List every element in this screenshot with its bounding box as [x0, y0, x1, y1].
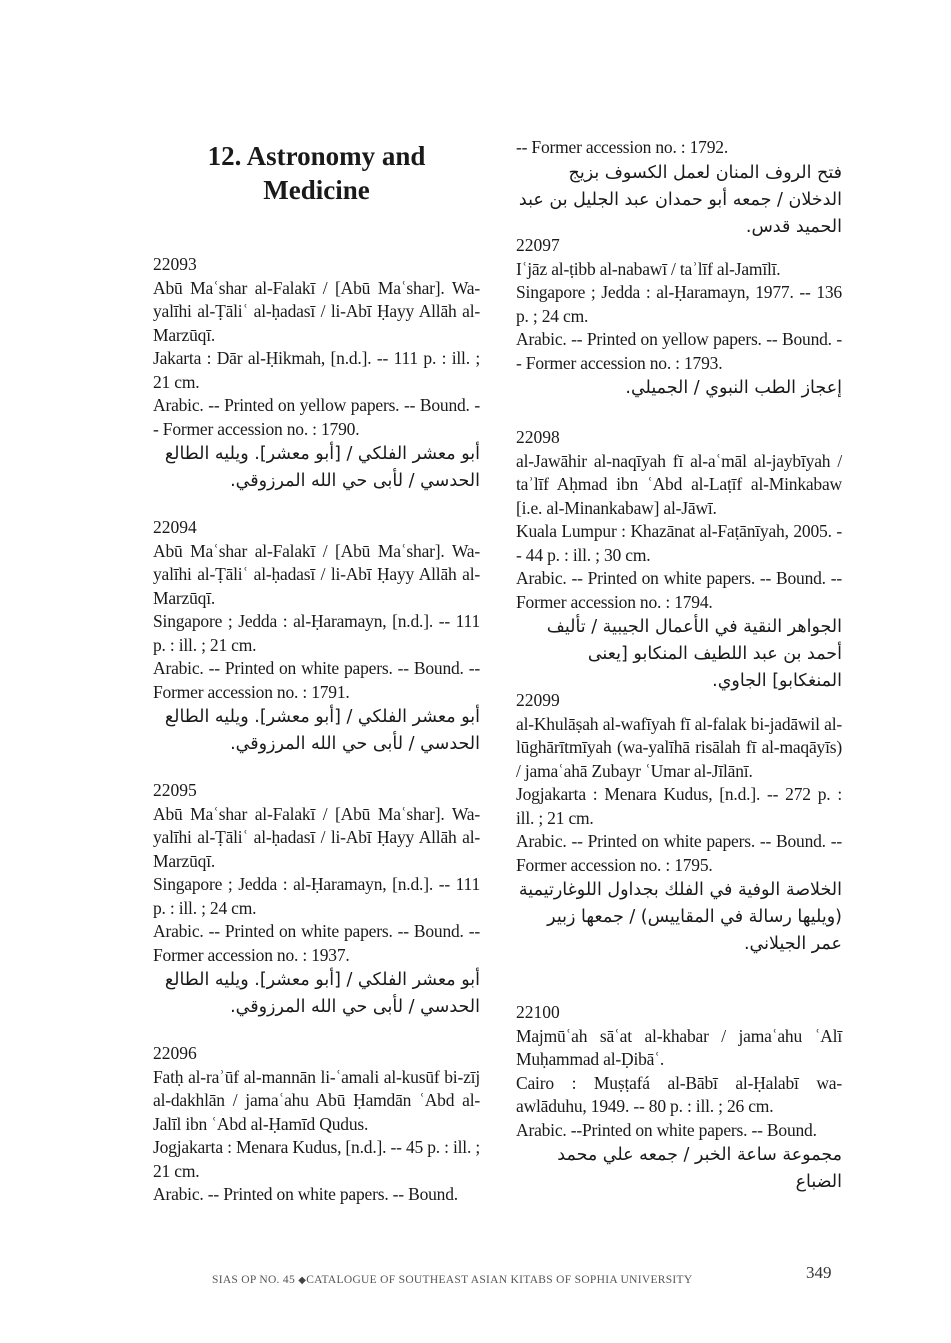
entry-number: 22100: [516, 1002, 560, 1022]
diamond-separator-icon: ◆: [298, 1275, 307, 1286]
continued-entry-22096: [516, 136, 842, 241]
entry-arabic-title: الجواهر النقية في الأعمال الجيبية / تأليف أحمد بن عبد اللطيف المنكابو [يعنى المنغكابو] الجاوي.: [546, 617, 842, 691]
entry-number: 22098: [516, 427, 560, 447]
entry-imprint: Singapore ; Jedda : al-Ḥaramayn, 1977. -- 136 p. ; 24 cm.: [516, 282, 842, 326]
catalog-entry-22094: [153, 516, 480, 758]
entry-imprint: Kuala Lumpur : Khazānat al-Faṭānīyah, 2005. -- 44 p. : ill. ; 30 cm.: [516, 521, 842, 565]
catalog-entry-22096: [153, 1042, 480, 1207]
catalog-entry-22099: [516, 689, 842, 958]
entry-notes-continued: -- Former accession no. : 1792.: [516, 137, 729, 157]
entry-title: Abū Maʿshar al-Falakī / [Abū Maʿshar]. Wa-yalīhi al-Ṭāliʿ al-ḥadasī / li-Abī Ḥayy Allāh al-Marzūqī.: [153, 803, 480, 871]
series-label: SIAS OP NO. 45: [212, 1274, 296, 1286]
entry-title: al-Jawāhir al-naqīyah fī al-aʿmāl al-jaybīyah / taʾlīf Aḥmad ibn ʿAbd al-Laṭīf al-Minkabaw [i.e. al-Minankabaw] al-Jāwī.: [516, 450, 842, 518]
entry-notes: Arabic. -- Printed on white papers. -- Bound. -- Former accession no. : 1794.: [516, 568, 842, 612]
entry-notes: Arabic. -- Printed on white papers. -- Bound. -- Former accession no. : 1937.: [153, 921, 480, 965]
entry-arabic-title: أبو معشر الفلكي / [أبو معشر]. ويليه الطالع الحدسي / لأبى حي الله المرزوقي.: [164, 707, 480, 754]
catalogue-title: CATALOGUE OF SOUTHEAST ASIAN KITABS OF SOPHIA UNIVERSITY: [306, 1274, 693, 1286]
page-number: 349: [806, 1263, 832, 1282]
entry-title: Abū Maʿshar al-Falakī / [Abū Maʿshar]. Wa-yalīhi al-Ṭāliʿ al-ḥadasī / li-Abī Ḥayy Allāh al-Marzūqī.: [153, 540, 480, 608]
entry-title: Majmūʿah sāʿat al-khabar / jamaʿahu ʿAlī Muḥammad al-Ḍibāʿ.: [516, 1025, 842, 1069]
section-heading: 12. Astronomy and Medicine: [207, 141, 426, 205]
running-footer: [212, 1272, 782, 1289]
entry-imprint: Cairo : Muṣṭafá al-Bābī al-Ḥalabī wa-awlāduhu, 1949. -- 80 p. : ill. ; 26 cm.: [516, 1072, 842, 1116]
catalog-entry-22097: [516, 234, 842, 402]
entry-notes: Arabic. -- Printed on white papers. -- Bound. -- Former accession no. : 1791.: [153, 658, 480, 702]
entry-number: 22095: [153, 780, 197, 800]
entry-number: 22093: [153, 254, 197, 274]
catalog-entry-22098: [516, 426, 842, 695]
entry-arabic-title: فتح الروف المنان لعمل الكسوف بزيج الدخلان / جمعه أبو حمدان عبد الجليل بن عبد الحميد قدس.: [518, 162, 842, 237]
entry-title: Abū Maʿshar al-Falakī / [Abū Maʿshar]. Wa-yalīhi al-Ṭāliʿ al-ḥadasī / li-Abī Ḥayy Allāh al-Marzūqī.: [153, 277, 480, 345]
entry-arabic-title: الخلاصة الوفية في الفلك بجداول اللوغارتيمية (ويليها رسالة في المقاييس) / جمعها زبير عمر الجيلاني.: [518, 880, 842, 954]
entry-arabic-title: مجموعة ساعة الخبر / جمعه علي محمد الضباع: [557, 1145, 842, 1192]
entry-arabic-title: أبو معشر الفلكي / [أبو معشر]. ويليه الطالع الحدسي / لأبى حي الله المرزوقي.: [164, 444, 480, 491]
entry-arabic-title: أبو معشر الفلكي / [أبو معشر]. ويليه الطالع الحدسي / لأبى حي الله المرزوقي.: [164, 970, 480, 1017]
entry-notes: Arabic. -- Printed on white papers. -- Bound.: [153, 1184, 458, 1204]
catalog-entry-22100: [516, 1001, 842, 1196]
entry-notes: Arabic. -- Printed on white papers. -- Bound. -- Former accession no. : 1795.: [516, 831, 842, 875]
entry-number: 22099: [516, 690, 560, 710]
entry-number: 22096: [153, 1043, 197, 1063]
entry-title: Iʿjāz al-ṭibb al-nabawī / taʾlīf al-Jamīlī.: [516, 258, 781, 279]
entry-title: Fatḥ al-raʾūf al-mannān li-ʿamali al-kusūf bi-zīj al-dakhlān / jamaʿahu Abū Ḥamdān ʿAbd al-Jalīl ibn ʿAbd al-Ḥamīd Qudus.: [153, 1066, 480, 1134]
entry-imprint: Jogjakarta : Menara Kudus, [n.d.]. -- 272 p. : ill. ; 21 cm.: [516, 784, 842, 828]
entry-notes: Arabic. -- Printed on yellow papers. -- Bound. -- Former accession no. : 1790.: [153, 395, 480, 439]
entry-arabic-title: إعجاز الطب النبوي / الجميلي.: [625, 378, 842, 398]
entry-number: 22094: [153, 517, 197, 537]
catalog-entry-22093: [153, 253, 480, 495]
entry-imprint: Jogjakarta : Menara Kudus, [n.d.]. -- 45 p. : ill. ; 21 cm.: [153, 1137, 480, 1181]
entry-imprint: Singapore ; Jedda : al-Ḥaramayn, [n.d.]. -- 111 p. : ill. ; 21 cm.: [153, 611, 480, 655]
entry-imprint: Jakarta : Dār al-Ḥikmah, [n.d.]. -- 111 p. : ill. ; 21 cm.: [153, 348, 480, 392]
entry-imprint: Singapore ; Jedda : al-Ḥaramayn, [n.d.]. -- 111 p. : ill. ; 24 cm.: [153, 874, 480, 918]
entry-notes: Arabic. -- Printed on yellow papers. -- Bound. -- Former accession no. : 1793.: [516, 329, 842, 373]
entry-title: al-Khulāṣah al-wafīyah fī al-falak bi-jadāwil al-lūghārītmīyah (wa-yalīhā risālah fī al-maqāyīs) / jamaʿahā Zubayr ʿUmar al-Jīlānī.: [516, 713, 842, 781]
catalog-entry-22095: [153, 779, 480, 1021]
entry-notes: Arabic. --Printed on white papers. -- Bound.: [516, 1119, 817, 1140]
entry-number: 22097: [516, 235, 560, 255]
